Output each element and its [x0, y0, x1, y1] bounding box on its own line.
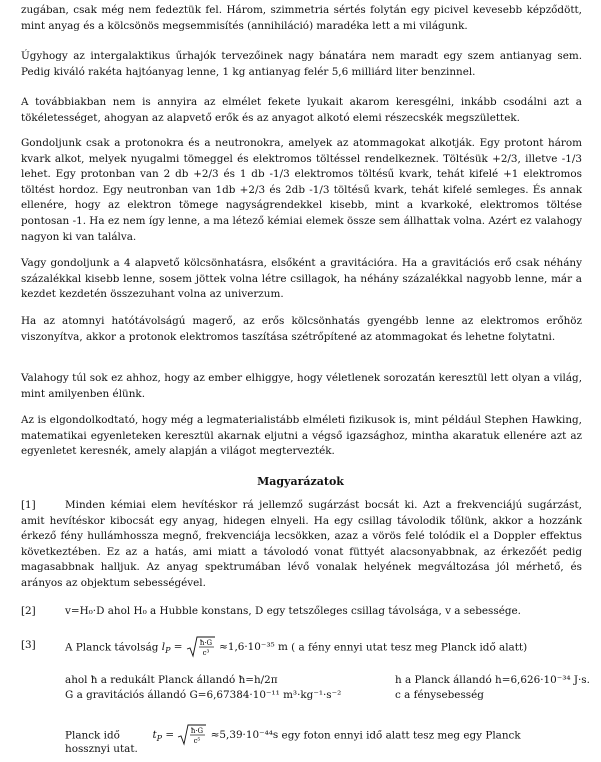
equals-sign-2: = — [165, 729, 175, 741]
planck-length-comment: ( a fény ennyi utat tesz meg Planck idő alatt) — [291, 641, 528, 654]
planck-length-value: ≈1,6·10⁻³⁵ m — [219, 641, 288, 653]
note-2-number: [2] — [21, 605, 36, 617]
note-3 — [21, 636, 590, 756]
note-2-text: v=H₀·D ahol H₀ a Hubble konstans, D egy tetszőleges csillag távolsága, v a sebessége. — [65, 605, 521, 617]
paragraph-3: A továbbiakban nem is annyira az elmélet fekete lyukait akarom keresgélni, inkább csodálni azt a tökéletességet, ahogyan az alapvető erők és az anyagot alkotó elemi részecskék megszülettek. — [21, 96, 582, 124]
lp-symbol: l — [161, 641, 166, 653]
lp-subscript: P — [165, 646, 171, 656]
planck-length-label: A Planck távolság — [65, 641, 159, 654]
equals-sign: = — [173, 641, 183, 653]
sqrt-icon-2 — [177, 724, 207, 746]
paragraph-6: Ha az atomnyi hatótávolságú magerő, az erős kölcsönhatás gyengébb lenne az elektromos erőhöz viszonyítva, akkor a protonok elektromos taszítása szétrőpítené az atommagokat és lehetne folytatni. — [21, 315, 582, 343]
sqrt-icon — [186, 636, 216, 658]
section-heading: Magyarázatok — [257, 475, 344, 488]
tp-subscript: P — [156, 734, 163, 744]
paragraph-4: Gondoljunk csak a protonokra és a neutronokra, amelyek az atommagokat alkotják. Egy protont három kvark alkot, melyek nyugalmi tömeggel és elektromos töltéssel rendelkeznek. Töltésük +2/3, illetve -1/3 lehet. Egy protonban van 2 db +2/3 és 1 db -1/3 elektromos töltésű kvark, tehát kifelé +1 elektromos töltést hordoz. Egy neutronban van 1db +2/3 és 2db -1/3 töltésű kvark, tehát kifelé semleges. És annak ellenére, hogy az elektron tömege nagyságrendekkel kisebb, mint a kvarkoké, elektromos töltése pontosan -1. Ha ez nem így lenne, a ma létező kémiai elemek össze sem állhattak volna. Azért ez valahogy nagyon ki van találva. — [21, 137, 582, 243]
planck-length-formula — [162, 636, 288, 659]
paragraph-8: Az is elgondolkodtató, hogy még a legmaterialistább elméleti fizikusok is, mint például Stephen Hawking, matematikai egyenleteken keresztül akarnak eljutni a végső igazsághoz, mintha akaratuk ellenére azt az egyenletet keresnék, amely alapján a világot megtervezték. — [21, 414, 582, 458]
paragraph-7: Valahogy túl sok ez ahhoz, hogy az ember elhiggye, hogy véletlenek sorozatán keresztül lett olyan a világ, mint amilyenben élünk. — [21, 372, 582, 400]
planck-length-line — [65, 636, 527, 659]
planck-time-comment-continued: hossznyi utat. — [65, 743, 138, 755]
planck-time-value: ≈5,39·10⁻⁴⁴s — [210, 729, 279, 741]
definition-hbar: ahol ħ a redukált Planck állandó ħ=h/2π — [65, 674, 278, 686]
paragraph-1: zugában, csak még nem fedeztük fel. Három, szimmetria sértés folytán egy picivel kevesebb képződött, mint anyag és a kölcsönös megsemmisítés (annihiláció) maradéka lett a mi világunk. — [21, 4, 582, 32]
paragraph-5: Vagy gondoljunk a 4 alapvető kölcsönhatásra, elsőként a gravitációra. Ha a gravitációs erő csak néhány százalékkal kisebb lenne, sosem jöttek volna létre csillagok, ha néhány százalékkal nagyobb lenne, már a kezdet kezdetén összezuhant volna az univerzum. — [21, 257, 582, 301]
sqrt2-numerator: ħ·G — [191, 727, 204, 735]
note-1 — [21, 498, 582, 592]
note-1-number: [1] — [21, 499, 36, 511]
sqrt-denominator: c³ — [202, 649, 210, 657]
definition-h: h a Planck állandó h=6,626·10⁻³⁴ J·s. — [395, 674, 590, 686]
note-1-text: Minden kémiai elem hevítéskor rá jellemző sugárzást bocsát ki. Azt a frekvenciájú sugárzást, amit hevítéskor kibocsát egy anyag, hidegen elnyeli. Ha egy csillag távolodik tőlünk, akkor a hozzánk érkező fény hullámhossza megnő, frekvenciája lecsökken, azaz a vörös felé tolódik el a Doppler effektus következtében. Ez az a hatás, ami miatt a távolodó vonat füttyét alacsonyabbnak, az érkezőét pedig magasabbnak halljuk. Az anyag spektrumában lévő vonalak helyének megváltozása jól mérhető, és arányos az objektum sebességével. — [21, 499, 582, 589]
planck-time-comment: egy foton ennyi idő alatt tesz meg egy Planck — [281, 729, 521, 742]
note-3-number: [3] — [21, 639, 36, 651]
note-2 — [21, 604, 582, 620]
tp-symbol: t — [152, 729, 157, 741]
planck-time-formula — [152, 724, 278, 747]
planck-time-label: Planck idő — [65, 729, 120, 742]
paragraph-2: Úgyhogy az intergalaktikus űrhajók tervezőinek nagy bánatára nem maradt egy szem antianyag sem. Pedig kiváló rakéta hajtóanyag lenne, 1 kg antianyag felér 5,6 milliárd liter benzinnel. — [21, 50, 582, 78]
sqrt-numerator: ħ·G — [199, 639, 212, 647]
definition-g: G a gravitációs állandó G=6,67384·10⁻¹¹ m³·kg⁻¹·s⁻² — [65, 689, 342, 701]
definition-c: c a fénysebesség — [395, 689, 484, 701]
sqrt2-denominator: c⁵ — [194, 737, 201, 745]
